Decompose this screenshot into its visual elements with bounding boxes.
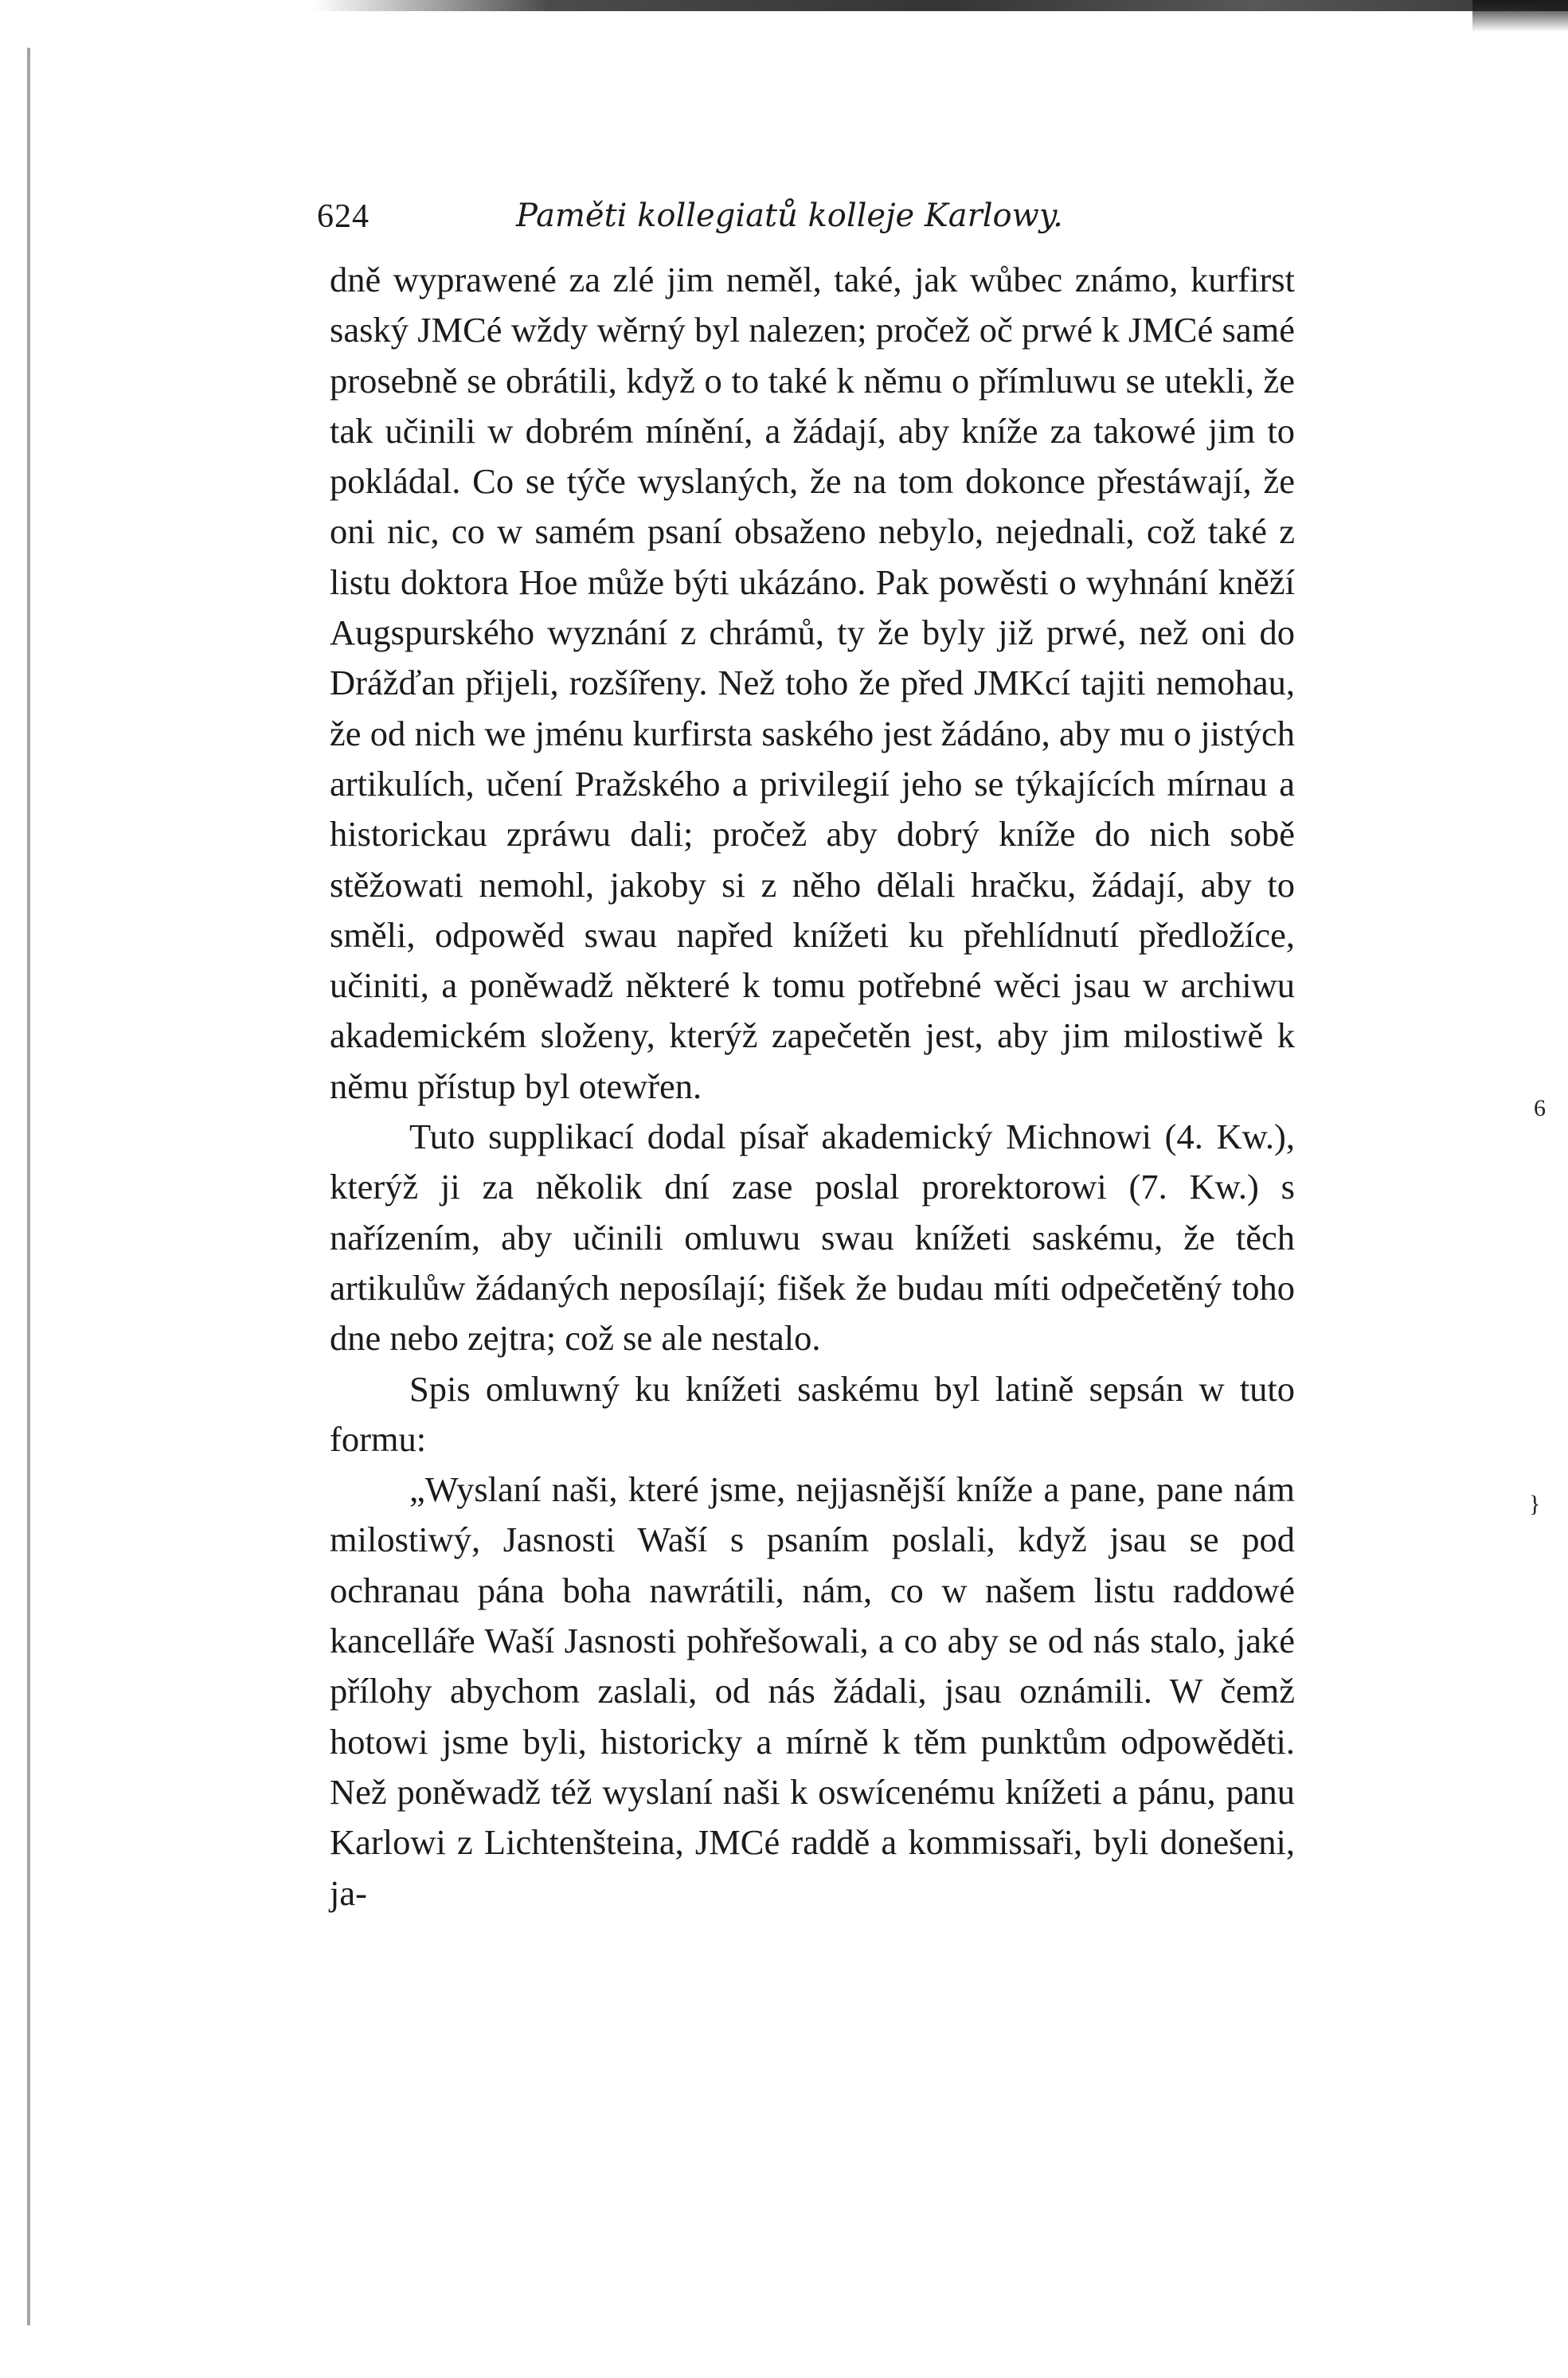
scan-edge-corner (1472, 0, 1568, 32)
margin-mark: } (1529, 1491, 1541, 1517)
body-text (330, 255, 1295, 1918)
page-number: 624 (317, 198, 370, 235)
paragraph-letter-quote: „Wyslaní naši, které jsme, nejjasnější kníže a pane, pane nám milostiwý, Jasnosti Waší s psaním poslali, když jsau se pod ochranau pána boha nawrátili, nám, co w našem listu raddowé kancelláře Waší Jasnosti pohřešowali, a co aby se od nás stalo, jaké přílohy abychom zaslali, od nás žádali, jsau oznámili. W čemž hotowi jsme byli, historicky a mírně k těm punktům odpowěděti. Než poněwadž též wyslaní naši k oswícenému knížeti a pánu, panu Karlowi z Lichtenšteina, JMCé raddě a kommissaři, byli donešeni, ja- (330, 1469, 1295, 1913)
paragraph-supplication: Tuto supplikací dodal písař akademický Michnowi (4. Kw.), kterýž ji za několik dní zase poslal prorektorowi (7. Kw.) s nařízením, aby učinili omluwu swau knížeti saskému, že těch artikulůw žádaných neposílají; fišek že budau míti odpečetěný toho dne nebo zejtra; což se ale nestalo. (330, 1117, 1295, 1359)
paragraph-apology-intro: Spis omluwný ku knížeti saskému byl latině sepsán w tuto formu: (330, 1368, 1295, 1459)
running-head (317, 198, 1296, 245)
scan-edge-left (27, 48, 30, 2325)
paragraph-continuation: dně wyprawené za zlé jim neměl, také, jak wůbec známo, kurfirst saský JMCé wždy wěrný byl nalezen; pročež oč prwé k JMCé samé prosebně se obrátili, když o to také k němu o přímluwu se utekli, že tak učinili w dobrém mínění, a žádají, aby kníže za takowé jim to pokládal. Co se týče wyslaných, že na tom dokonce přestáwají, že oni nic, co w samém psaní obsaženo nebylo, nejednali, což také z listu doktora Hoe může býti ukázáno. Pak powěsti o wyhnání kněží Augspurského wyznání z chrámů, ty že byly již prwé, než oni do Drážďan přijeli, rozšířeny. Než toho že před JMKcí tajiti nemohau, že od nich we jménu kurfirsta saského jest žádáno, aby mu o jistých artikulích, učení Pražského a privilegií jeho se týkajících mírnau a historickau zpráwu dali; pročež aby dobrý kníže do nich sobě stěžowati nemohl, jakoby si z něho dělali hračku, žádají, aby to směli, odpowěd swau napřed knížeti ku přehlídnutí předložíce, učiniti, a poněwadž některé k tomu potřebné wěci jsau w archiwu akademickém složeny, kterýž zapečetěn jest, aby jim milostiwě k němu přístup byl otewřen. (330, 260, 1295, 1106)
running-title: Paměti kollegiatů kolleje Karlowy. (516, 198, 1063, 234)
margin-mark: 6 (1534, 1095, 1546, 1121)
scan-edge-top (0, 0, 1568, 11)
